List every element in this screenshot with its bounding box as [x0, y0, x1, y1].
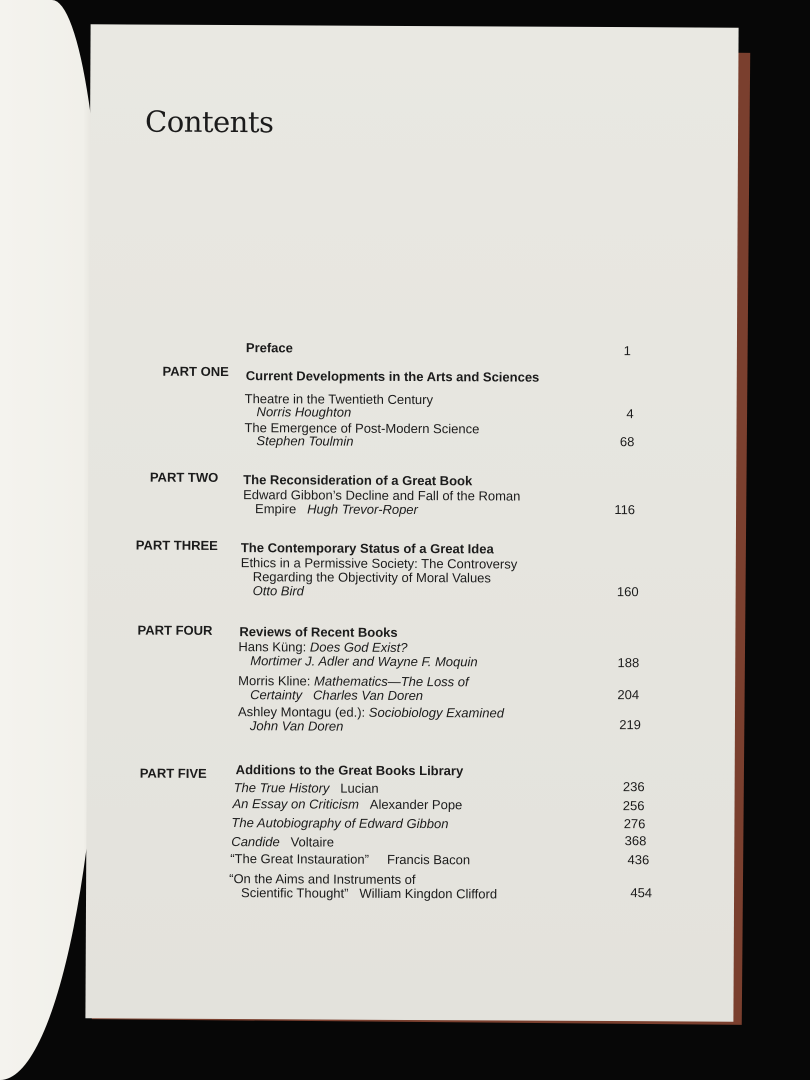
library-entry [232, 797, 462, 812]
entry-title: Theatre in the Twentieth Century [244, 391, 434, 408]
part-one-heading: Current Developments in the Arts and Sciences [245, 368, 540, 385]
entry-author: Hugh Trevor-Roper [307, 501, 418, 518]
entry-title: The Emergence of Post-Modern Science [244, 420, 480, 437]
entry-page: 4 [626, 406, 634, 422]
work-author: Alexander Pope [369, 796, 463, 813]
part-one-label: PART ONE [162, 363, 229, 380]
entry-title-line2: Regarding the Objectivity of Moral Values [252, 569, 491, 586]
review-subject: Morris Kline: [238, 673, 311, 689]
work-author: Lucian [340, 780, 379, 796]
part-five-label: PART FIVE [139, 765, 207, 781]
work-title: The Autobiography of Edward Gibbon [231, 815, 449, 832]
reviewer: Charles Van Doren [312, 687, 424, 704]
work-title: An Essay on Criticism [232, 796, 359, 812]
contents-page [85, 24, 738, 1021]
entry-title-line2: Empire [255, 501, 297, 517]
entry-page: 368 [624, 833, 647, 849]
entry-page: 160 [616, 584, 639, 600]
part-two-heading: The Reconsideration of a Great Book [243, 472, 473, 489]
preface-label: Preface [245, 340, 293, 356]
review-subject: Ashley Montagu (ed.): [237, 704, 366, 720]
review-book-cont: Certainty [250, 687, 303, 703]
entry-page: 236 [622, 779, 645, 795]
review-book: Mathematics—The Loss of [314, 673, 469, 690]
part-five-heading: Additions to the Great Books Library [235, 762, 464, 779]
entry-page: 116 [614, 502, 636, 518]
work-title: “The Great Instauration” [230, 851, 370, 867]
preface-page: 1 [623, 343, 631, 359]
entry-page: 436 [627, 852, 650, 868]
review-subject: Hans Küng: [238, 639, 307, 655]
entry-page: 219 [619, 717, 641, 733]
entry-page: 276 [623, 816, 646, 832]
work-author: Francis Bacon [386, 851, 471, 868]
part-two-label: PART TWO [149, 469, 219, 485]
library-entry-title: “On the Aims and Instruments of [229, 871, 416, 888]
entry-page: 204 [617, 687, 640, 703]
entry-author: Norris Houghton [256, 404, 352, 420]
entry-page: 68 [619, 434, 635, 450]
work-title: Candide [231, 834, 280, 850]
entry-page: 256 [622, 798, 645, 814]
work-title-cont: Scientific Thought” [241, 885, 349, 901]
library-entry [229, 886, 497, 901]
entry-title-cont [243, 502, 418, 517]
work-author: Voltaire [290, 834, 335, 850]
library-entry [231, 816, 448, 831]
entry-author: Otto Bird [252, 583, 304, 599]
library-entry [234, 781, 379, 796]
reviewer: Mortimer J. Adler and Wayne F. Moquin [250, 653, 478, 670]
part-three-label: PART THREE [135, 537, 218, 553]
reviewer: John Van Doren [249, 718, 344, 734]
entry-title: Edward Gibbon’s Decline and Fall of the Roman [243, 487, 521, 504]
review-line-cont [238, 688, 423, 703]
work-title: The True History [233, 780, 330, 796]
page-title: Contents [145, 104, 274, 140]
entry-title: Ethics in a Permissive Society: The Controversy [240, 555, 518, 572]
review-book: Sociobiology Examined [368, 704, 504, 721]
library-entry [230, 852, 470, 867]
work-author: William Kingdon Clifford [359, 885, 498, 902]
part-four-heading: Reviews of Recent Books [239, 624, 398, 640]
library-entry [231, 835, 334, 850]
entry-author: Stephen Toulmin [256, 433, 354, 449]
review-book: Does God Exist? [309, 639, 408, 655]
part-three-heading: The Contemporary Status of a Great Idea [240, 540, 494, 557]
entry-page: 188 [617, 655, 640, 671]
entry-page: 454 [630, 885, 653, 901]
part-four-label: PART FOUR [137, 622, 213, 638]
